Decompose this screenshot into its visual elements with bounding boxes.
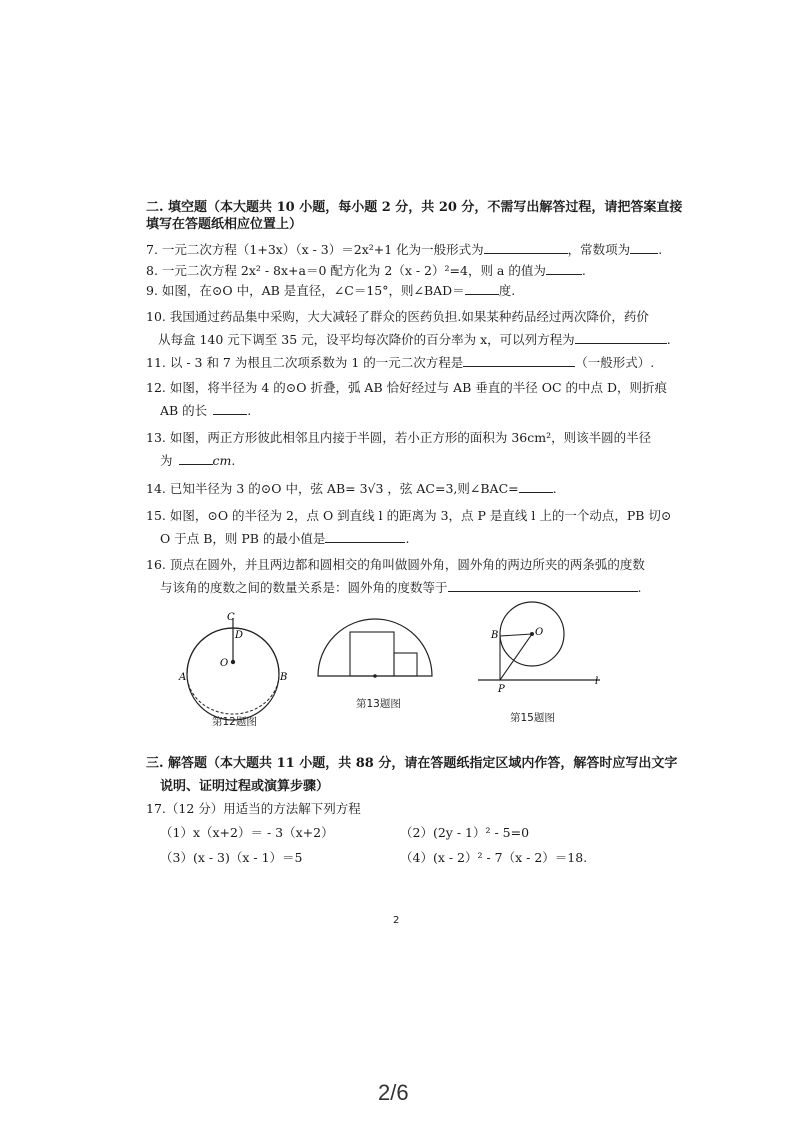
fig15-label-o: O — [535, 627, 544, 638]
q11-end: （一般形式）. — [575, 355, 655, 370]
figure-12 — [178, 606, 288, 696]
q15-answer-blank[interactable] — [325, 530, 405, 543]
fig15-label-p: P — [498, 684, 505, 695]
q13-end: cm. — [212, 453, 236, 468]
question-11 — [146, 353, 654, 371]
question-14 — [146, 479, 557, 497]
q12-answer-blank[interactable] — [213, 402, 247, 415]
q15-line1: 15. 如图，⊙O 的半径为 2，点 O 到直线 l 的距离为 3，点 P 是直线 l 上的一个动点，PB 切⊙ — [146, 508, 672, 523]
fig15-label-b: B — [491, 630, 499, 641]
q16-answer-blank[interactable] — [448, 579, 638, 592]
question-8 — [146, 261, 586, 279]
fig12-label-a: A — [179, 672, 187, 683]
q16-line1: 16. 顶点在圆外，并且两边都和圆相交的角叫做圆外角，圆外角的两边所夹的两条弧的度数 — [146, 557, 645, 572]
q8-text: 8. 一元二次方程 2x² - 8x+a＝0 配方化为 2（x - 2）²=4，则 a 的值为 — [146, 263, 546, 278]
q7-text: 7. 一元二次方程（1+3x）（x - 3）＝2x²+1 化为一般形式为 — [146, 242, 484, 257]
q11-answer-blank[interactable] — [463, 354, 575, 367]
q17-title: 17.（12 分）用适当的方法解下列方程 — [146, 801, 361, 816]
question-16-line2 — [160, 578, 642, 596]
q13-line1: 13. 如图，两正方形彼此相邻且内接于半圆，若小正方形的面积为 36cm²，则该半圆的半径 — [146, 430, 652, 445]
fig12-dashed-arc — [187, 674, 279, 714]
page-number: 2 — [393, 915, 400, 926]
fig12-label-b: B — [280, 672, 288, 683]
q12-end: . — [247, 403, 252, 418]
q13-line2: 为 — [160, 453, 173, 468]
q7-end: . — [658, 242, 663, 257]
fig13-caption: 第13题图 — [356, 698, 401, 710]
q10-end: . — [666, 332, 671, 347]
q17-part-4: （4）(x - 2）² - 7（x - 2）＝18. — [400, 850, 588, 865]
footer-page-indicator: 2/6 — [378, 1080, 409, 1105]
fig15-segment-bo — [500, 634, 532, 636]
q17-part-1: （1）x（x+2）＝ - 3（x+2） — [160, 825, 334, 840]
question-10-line2 — [158, 330, 671, 348]
q9-answer-blank[interactable] — [465, 282, 499, 295]
q9-text: 9. 如图，在⊙O 中，AB 是直径，∠C＝15°，则∠BAD＝ — [146, 283, 465, 298]
figure-13 — [316, 618, 440, 680]
q7-answer-blank-2[interactable] — [630, 241, 658, 254]
figure-15 — [478, 598, 608, 698]
q10-line1: 10. 我国通过药品集中采购，大大减轻了群众的医药负担.如果某种药品经过两次降价，药价 — [146, 309, 649, 324]
question-15-line2 — [160, 529, 409, 547]
q12-line2: AB 的长 — [160, 403, 208, 418]
question-13-line2 — [160, 451, 235, 469]
fig12-center-point — [231, 660, 235, 664]
q10-line2: 从每盒 140 元下调至 35 元，设平均每次降价的百分率为 x，可以列方程为 — [158, 332, 575, 347]
section2-heading-line2: 填写在答题纸相应位置上） — [146, 217, 303, 232]
q17-part-2: （2）(2y - 1）² - 5=0 — [400, 825, 530, 840]
fig12-label-c: C — [227, 612, 235, 623]
q8-answer-blank[interactable] — [546, 262, 582, 275]
fig15-label-l: l — [595, 676, 599, 687]
q10-answer-blank[interactable] — [575, 331, 667, 344]
q8-end: . — [581, 263, 586, 278]
section3-heading-line2: 说明、证明过程或演算步骤） — [160, 779, 330, 794]
q16-line2: 与该角的度数之间的数量关系是：圆外角的度数等于 — [160, 580, 448, 595]
q13-answer-blank[interactable] — [179, 452, 213, 465]
q14-answer-blank[interactable] — [519, 480, 553, 493]
q15-line2: O 于点 B，则 PB 的最小值是 — [160, 531, 326, 546]
question-7 — [146, 240, 662, 258]
q16-end: . — [637, 580, 642, 595]
q12-line1: 12. 如图，将半径为 4 的⊙O 折叠，弧 AB 恰好经过与 AB 垂直的半径 OC 的中点 D，则折痕 — [146, 380, 668, 395]
fig13-semicircle — [318, 619, 432, 676]
fig15-center-point — [530, 632, 534, 636]
fig12-label-d: D — [235, 630, 244, 641]
section2-heading-line1: 二. 填空题（本大题共 10 小题，每小题 2 分，共 20 分，不需写出解答过程，请把答案直接 — [146, 200, 683, 215]
q11-text: 11. 以 - 3 和 7 为根且二次项系数为 1 的一元二次方程是 — [146, 355, 464, 370]
fig12-caption: 第12题图 — [212, 716, 257, 728]
q14-end: . — [552, 481, 557, 496]
q17-part-3: （3）(x - 3)（x - 1）＝5 — [160, 850, 303, 865]
q9-end: 度. — [498, 283, 516, 298]
fig12-label-o: O — [220, 658, 229, 669]
fig13-large-square — [350, 632, 394, 676]
q7-answer-blank-1[interactable] — [484, 241, 568, 254]
section3-heading-line1: 三. 解答题（本大题共 11 小题，共 88 分，请在答题纸指定区域内作答，解答时应写出文字 — [146, 756, 678, 771]
fig15-segment-op — [500, 634, 532, 680]
q7-mid: ，常数项为 — [567, 242, 631, 257]
question-12-line2 — [160, 401, 251, 419]
fig15-caption: 第15题图 — [510, 712, 555, 724]
fig13-center-point — [373, 674, 377, 678]
q14-text: 14. 已知半径为 3 的⊙O 中，弦 AB= 3√3 ，弦 AC=3,则∠BAC= — [146, 481, 519, 496]
q15-end: . — [405, 531, 410, 546]
fig13-small-square — [394, 653, 417, 676]
question-9 — [146, 281, 515, 299]
